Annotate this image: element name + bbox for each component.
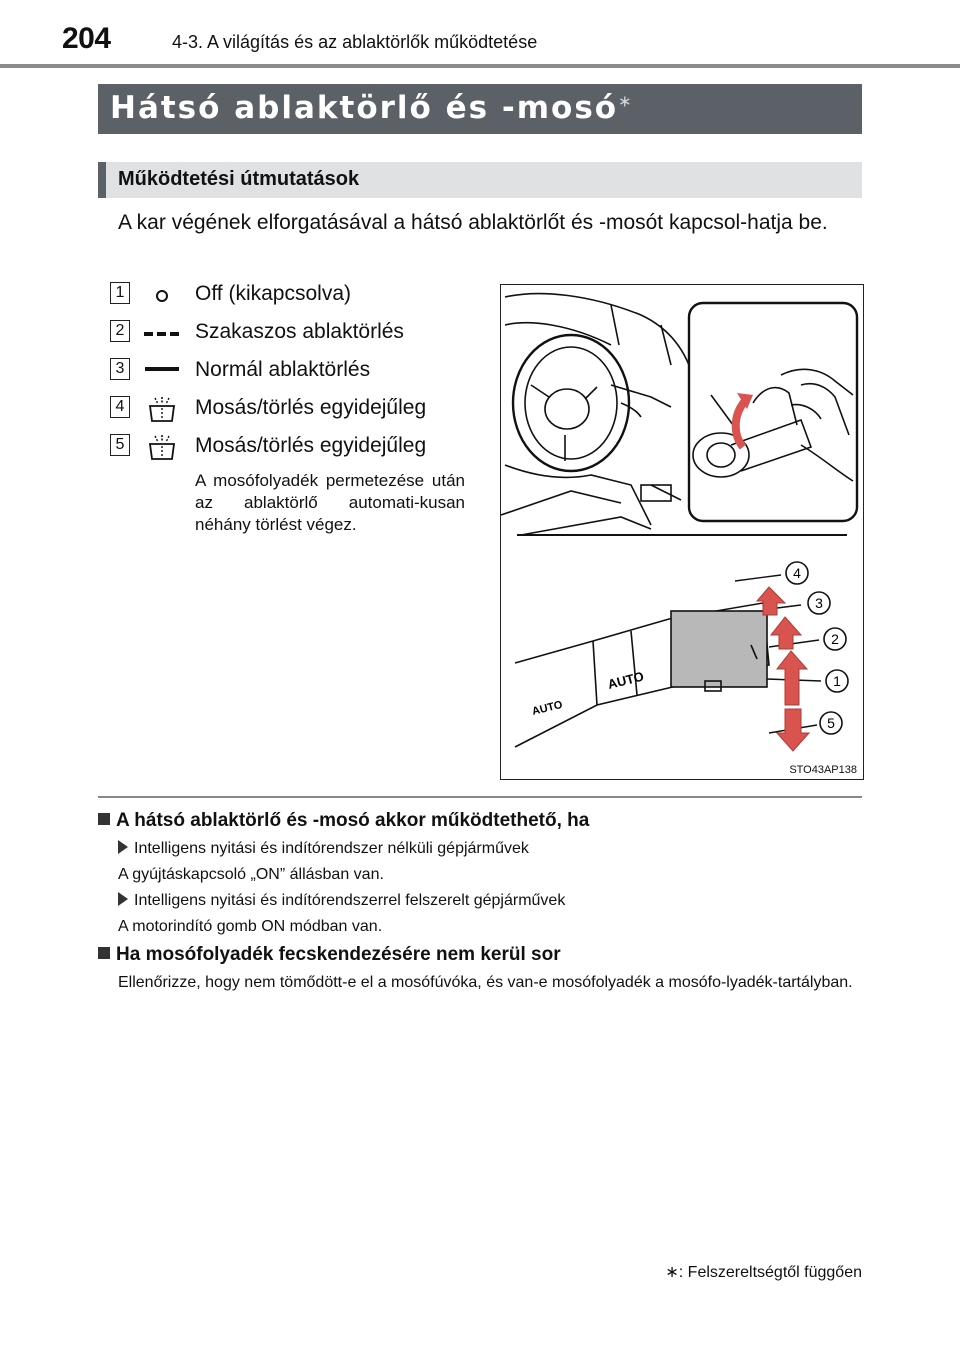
item-label-5: Mosás/törlés egyidejűleg bbox=[195, 434, 427, 457]
item-number-3: 3 bbox=[110, 358, 130, 380]
item-number-2: 2 bbox=[110, 320, 130, 342]
normal-line-icon bbox=[142, 358, 182, 382]
chapter-title: 4-3. A világítás és az ablaktörlők működtetése bbox=[172, 32, 538, 52]
section1-line-2: A gyújtáskapcsoló „ON” állásban van. bbox=[118, 866, 384, 883]
lever-auto-text-2: AUTO bbox=[530, 698, 564, 718]
square-bullet-icon bbox=[98, 813, 110, 825]
intro-paragraph: A kar végének elforgatásával a hátsó ablaktörlőt és -mosót kapcsol-hatja be. bbox=[118, 211, 828, 234]
section-title-text: Hátsó ablaktörlő és -mosó bbox=[110, 90, 619, 126]
item-number-5: 5 bbox=[110, 434, 130, 456]
section-title-bar bbox=[98, 84, 862, 134]
section-separator bbox=[98, 796, 862, 798]
triangle-bullet-icon bbox=[118, 840, 128, 854]
illustration-code: STO43AP138 bbox=[789, 764, 857, 776]
optional-equipment-mark: ∗ bbox=[618, 91, 632, 111]
section1-bullet-1 bbox=[118, 840, 529, 858]
illustration-drawing bbox=[501, 285, 863, 779]
section2-body: Ellenőrizze, hogy nem tömődött-e el a mosófúvóka, és van-e mosófolyadék a mosófo-lyadék-tartályban. bbox=[118, 974, 853, 991]
section2-heading-text: Ha mosófolyadék fecskendezésére nem kerül sor bbox=[116, 944, 561, 965]
item5-note: A mosófolyadék permetezése után az ablaktörlő automati-kusan néhány törlést végez. bbox=[195, 471, 465, 534]
section1-bullet-2 bbox=[118, 892, 565, 910]
callout-1: 1 bbox=[833, 673, 841, 689]
off-circle-icon bbox=[150, 284, 174, 308]
subheading-accent bbox=[98, 162, 106, 198]
footnote: ∗: Felszereltségtől függően bbox=[665, 1264, 862, 1281]
washer-icon bbox=[146, 432, 178, 464]
subheading: Működtetési útmutatások bbox=[118, 168, 360, 190]
callout-2: 2 bbox=[831, 631, 839, 647]
wiper-lever-illustration bbox=[500, 284, 864, 780]
callout-5: 5 bbox=[827, 715, 835, 731]
header-rule bbox=[0, 64, 960, 68]
callout-3: 3 bbox=[815, 595, 823, 611]
section2-heading bbox=[98, 944, 561, 966]
item-label-4: Mosás/törlés egyidejűleg bbox=[195, 396, 427, 419]
section1-heading bbox=[98, 810, 589, 832]
section-title bbox=[110, 90, 632, 126]
square-bullet-icon bbox=[98, 947, 110, 959]
item-label-2: Szakaszos ablaktörlés bbox=[195, 320, 404, 343]
detail-inset bbox=[689, 303, 857, 521]
lever-auto-text: AUTO bbox=[606, 668, 646, 692]
section1-line-3: Intelligens nyitási és indítórendszerrel felszerelt gépjárművek bbox=[134, 892, 566, 909]
item-number-1: 1 bbox=[110, 282, 130, 304]
triangle-bullet-icon bbox=[118, 892, 128, 906]
callout-circles bbox=[786, 562, 848, 734]
dashboard-drawing bbox=[501, 294, 697, 535]
item-label-3: Normál ablaktörlés bbox=[195, 358, 371, 381]
item-number-4: 4 bbox=[110, 396, 130, 418]
section1-line-1: Intelligens nyitási és indítórendszer nélküli gépjárművek bbox=[134, 840, 529, 857]
page-number: 204 bbox=[62, 22, 111, 55]
intermittent-dash-icon bbox=[142, 322, 182, 346]
callout-4: 4 bbox=[793, 565, 801, 581]
washer-icon bbox=[146, 394, 178, 426]
section1-heading-text: A hátsó ablaktörlő és -mosó akkor működtethető, ha bbox=[116, 810, 590, 831]
item-label-1: Off (kikapcsolva) bbox=[195, 282, 351, 305]
section1-line-4: A motorindító gomb ON módban van. bbox=[118, 918, 383, 935]
